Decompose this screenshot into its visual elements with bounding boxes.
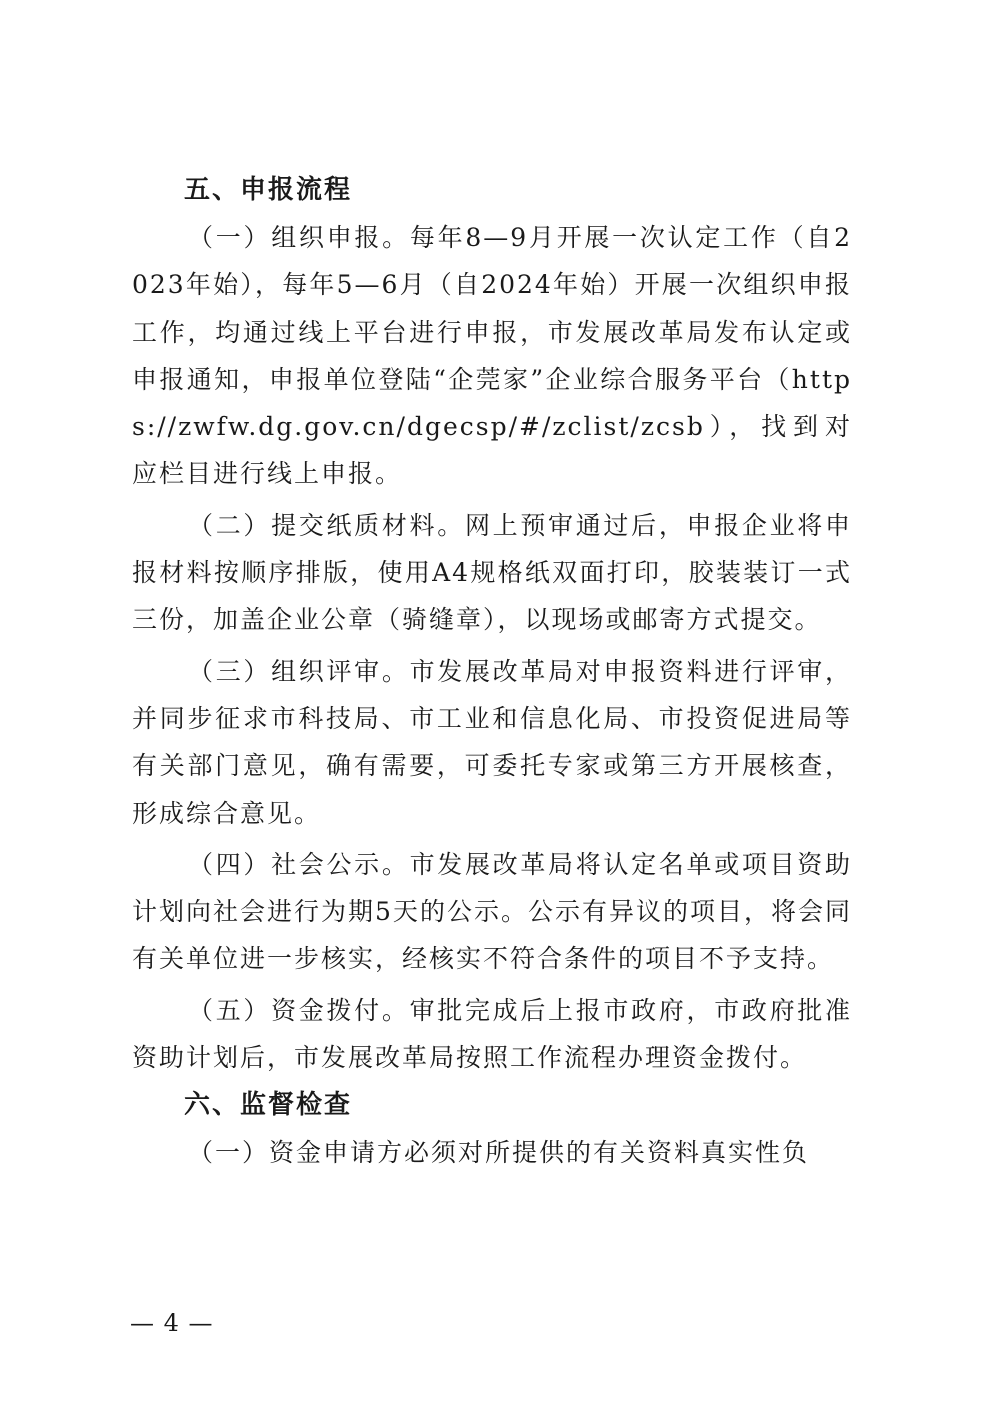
paragraph-text: 网上预审通过后，申报企业将申报材料按顺序排版，使用A4规格纸双面打印，胶装装订一式三份，加盖企业公章（骑缝章），以现场或邮寄方式提交。 — [132, 510, 852, 635]
paragraph-lead: （二）提交纸质材料。 — [188, 510, 465, 540]
paragraph-applicant-responsibility — [132, 1129, 852, 1176]
paragraph-lead: （四）社会公示。 — [188, 849, 410, 879]
paragraph-lead: （三）组织评审。 — [188, 656, 410, 686]
paragraph-submit-paper-materials — [132, 502, 852, 644]
paragraph-public-notice — [132, 841, 852, 983]
paragraph-text: 市发展改革局对申报资料进行评审，并同步征求市科技局、市工业和信息化局、市投资促进局等有关部门意见，确有需要，可委托专家或第三方开展核查，形成综合意见。 — [132, 656, 852, 828]
paragraph-fund-disbursement — [132, 987, 852, 1082]
paragraph-lead: （五）资金拨付。 — [188, 995, 410, 1025]
document-body — [132, 166, 852, 1177]
paragraph-lead: （一）组织申报。 — [188, 223, 410, 252]
paragraph-text: 市发展改革局将认定名单或项目资助计划向社会进行为期5天的公示。公示有异议的项目，将会同有关单位进一步核实，经核实不符合条件的项目不予支持。 — [132, 849, 852, 974]
paragraph-text: 每年8—9月开展一次认定工作（自2023年始），每年5—6月（自2024年始）开展一次组织申报工作，均通过线上平台进行申报，市发展改革局发布认定或申报通知，申报单位登陆“企莞家”企业综合服务平台（https://zwfw.dg.gov.cn/dgecsp/#/zclist/zcsb），找到对应栏目进行线上申报。 — [132, 223, 852, 489]
section-heading-application-process: 五、申报流程 — [184, 175, 353, 205]
paragraph-lead: （一） — [188, 1138, 270, 1168]
paragraph-organize-review — [132, 648, 852, 837]
paragraph-text: 审批完成后上报市政府，市政府批准资助计划后，市发展改革局按照工作流程办理资金拨付。 — [132, 995, 852, 1073]
paragraph-text: 资金申请方必须对所提供的有关资料真实性负 — [269, 1138, 810, 1168]
section-heading-supervision: 六、监督检查 — [184, 1090, 353, 1121]
paragraph-organize-application — [132, 214, 852, 498]
page-number: — 4 — — [130, 1309, 214, 1337]
